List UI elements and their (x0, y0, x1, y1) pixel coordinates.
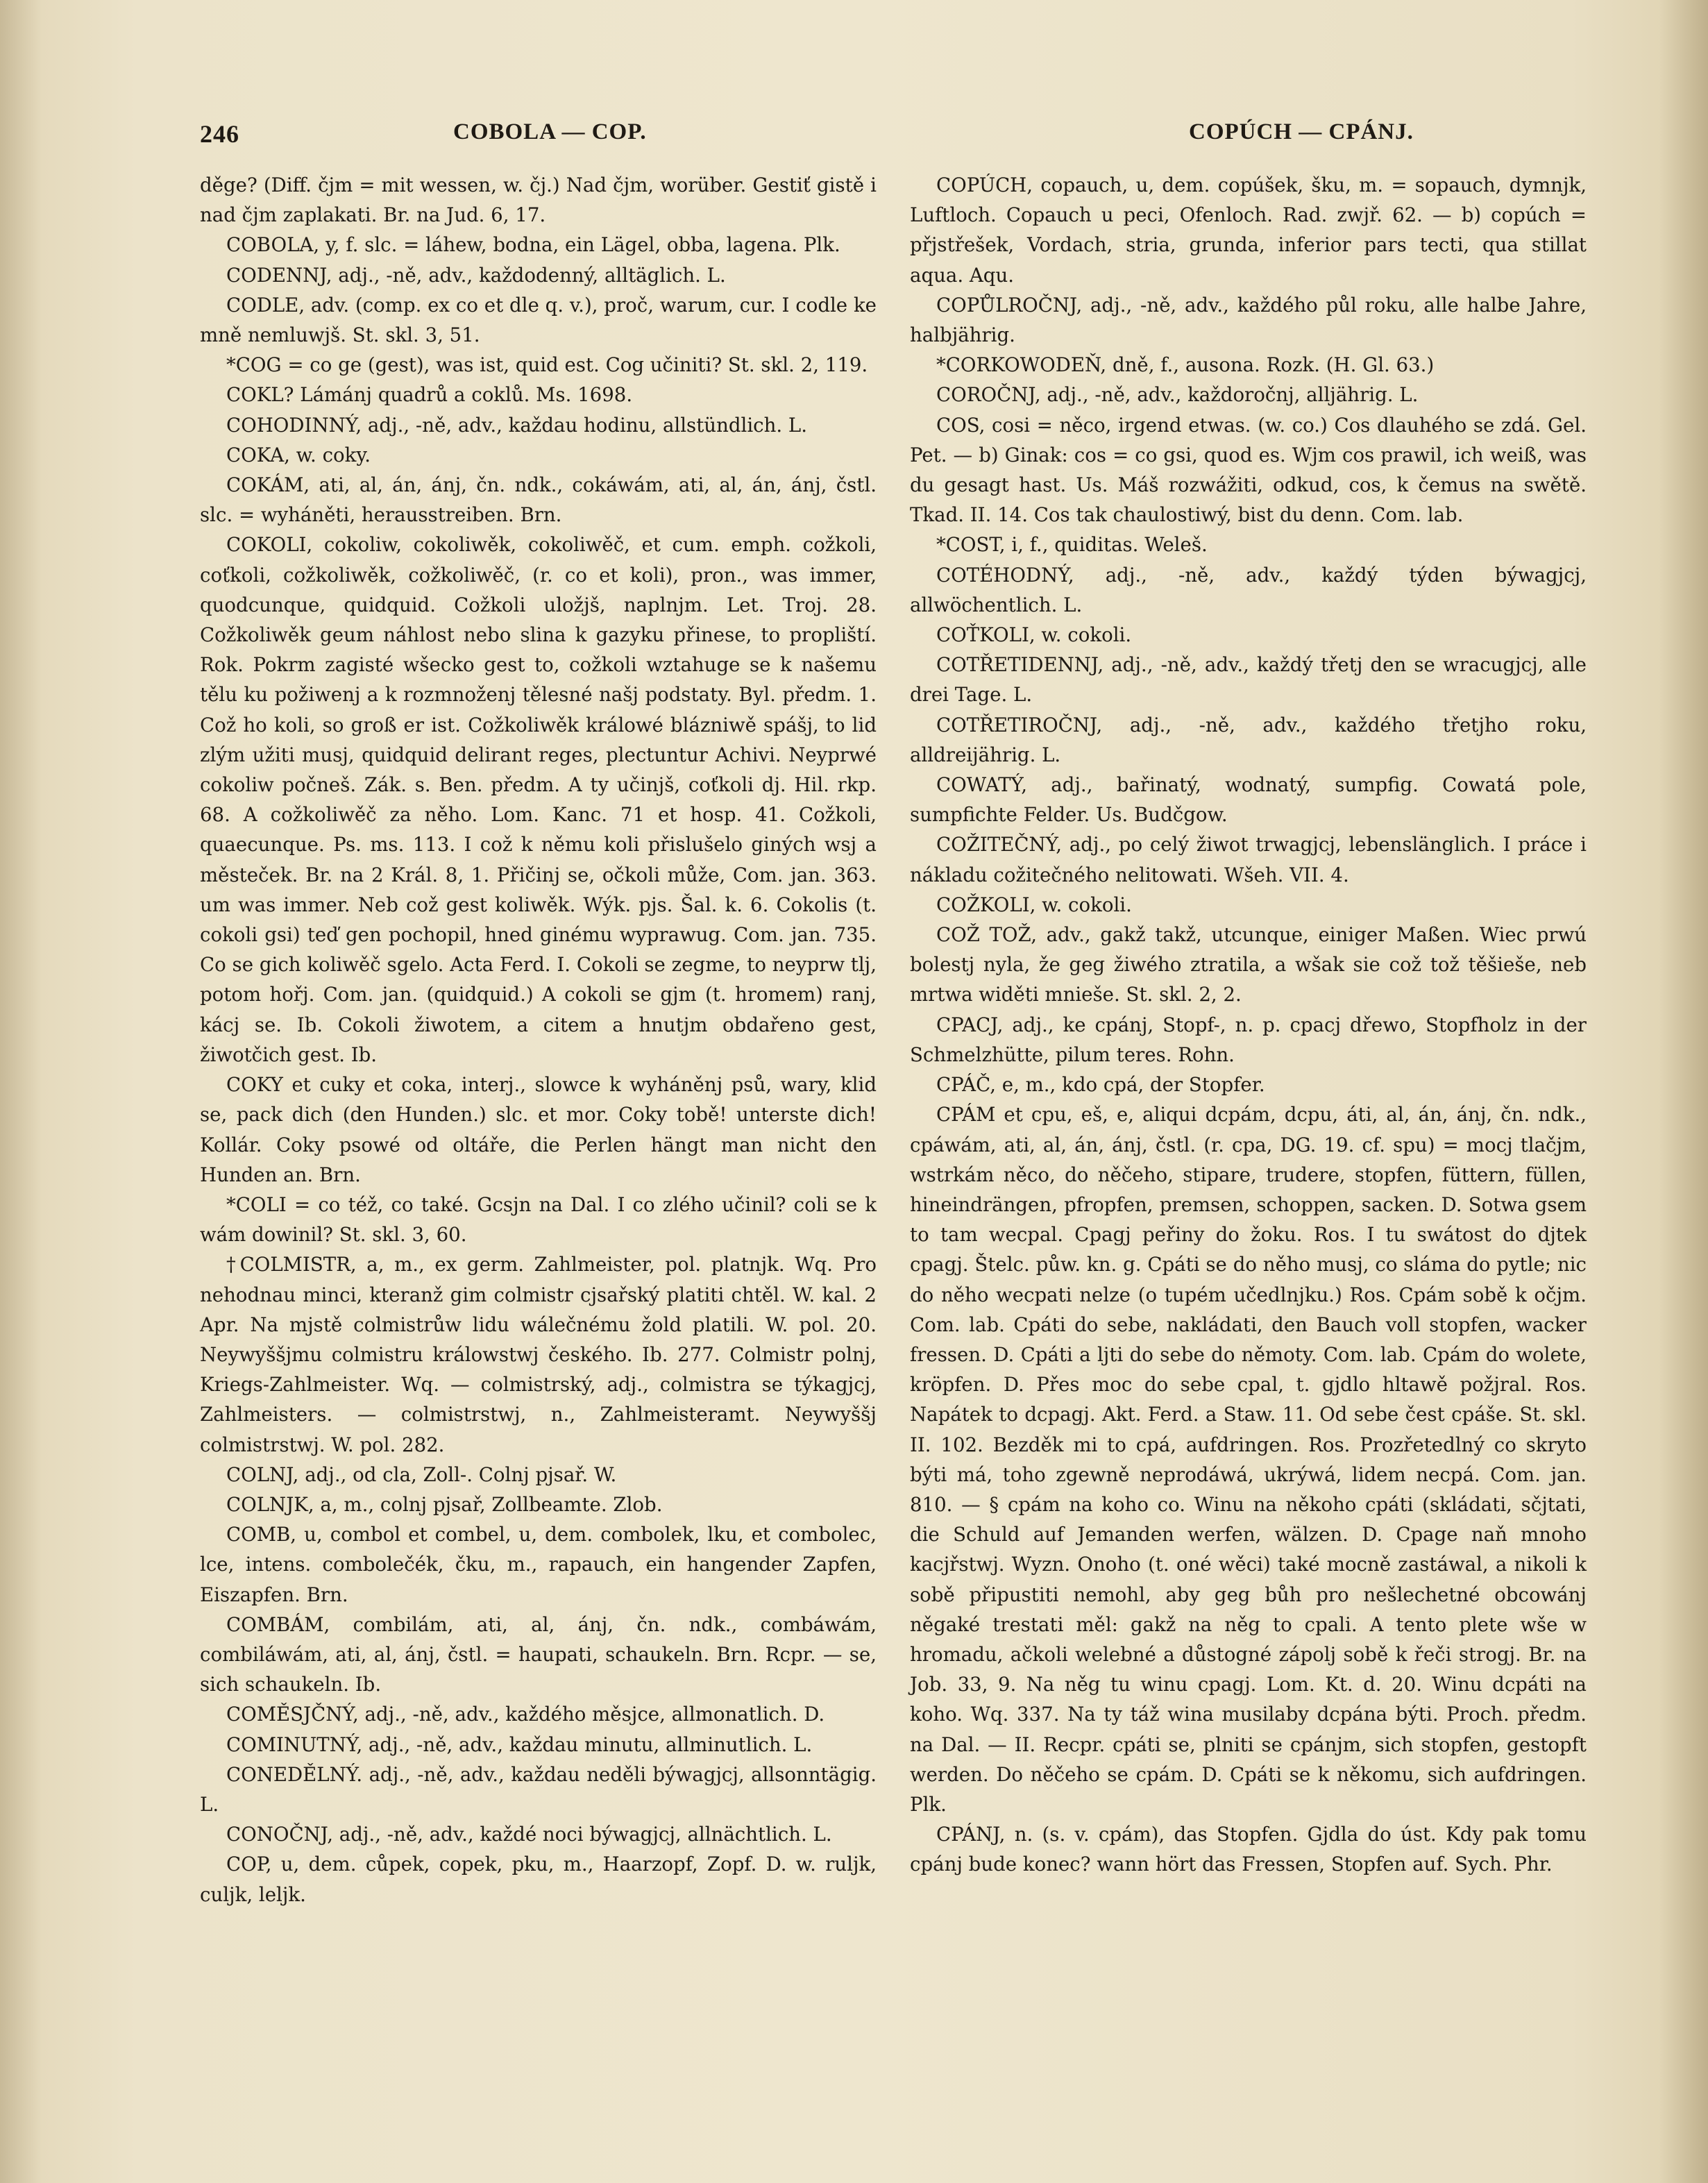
dictionary-entry: děge? (Diff. čjm = mit wessen, w. čj.) Nad čjm, worüber. Gestiť gistě i nad čjm zaplakati. Br. na Jud. 6, 17. (200, 174, 877, 227)
dictionary-entry: CPÁNJ, n. (s. v. cpám), das Stopfen. Gjdla do úst. Kdy pak tomu cpánj bude konec? wann hört das Fressen, Stopfen auf. Sych. Phr. (910, 1823, 1587, 1876)
dictionary-entry: COKOLI, cokoliw, cokoliwěk, cokoliwěč, et cum. emph. cožkoli, coťkoli, cožkoliwěk, cožkoliwěč, (r. co et koli), pron., was immer, quodcunque, quidquid. Cožkoli uložjš, naplnjm. Let. Troj. 28. Cožkoliwěk geum náhlost nebo slina k gazyku přinese, to propliští. Rok. Pokrm zagisté wšecko gest to, cožkoli wztahuge se k našemu tělu ku požiwenj a k rozmnoženj tělesné našj podstaty. Byl. předm. 1. Což ho koli, so groß er ist. Cožkoliwěk králowé blázniwě spášj, to lid zlým užiti musj, quidquid delirant reges, plectuntur Achivi. Neyprwé cokoliw počneš. Zák. s. Ben. předm. A ty učinjš, coťkoli dj. Hil. rkp. 68. A cožkoliwěč za něho. Lom. Kanc. 71 et hosp. 41. Cožkoli, quaecunque. Ps. ms. 113. I což k němu koli přislušelo giných wsj a městeček. Br. na 2 Král. 8, 1. Přičinj se, očkoli může, Com. jan. 363. um was immer. Neb což gest koliwěk. Wýk. pjs. Šal. k. 6. Cokolis (t. cokoli gsi) teď gen pochopil, hned ginému wyprawug. Com. jan. 735. Co se gich koliwěč sgelo. Acta Ferd. I. Cokoli se zegme, to neyprw tlj, potom hořj. Com. jan. (quidquid.) A cokoli se gjm (t. hromem) ranj, kácj se. Ib. Cokoli žiwotem, a citem a hnutjm obdařeno gest, žiwotčich gest. Ib. (200, 533, 877, 1066)
dictionary-entry: COWATÝ, adj., bařinatý, wodnatý, sumpfig. Cowatá pole, sumpfichte Felder. Us. Budčgow. (910, 773, 1587, 827)
dictionary-entry: COTÉHODNÝ, adj., -ně, adv., každý týden býwagjcj, allwöchentlich. L. (910, 563, 1587, 616)
dictionary-entry: COBOLA, y, f. slc. = láhew, bodna, ein Lägel, obba, lagena. Plk. (226, 233, 840, 257)
dictionary-entry: *CORKOWODEŇ, dně, f., ausona. Rozk. (H. Gl. 63.) (936, 353, 1435, 377)
dictionary-entry: COMĚSJČNÝ, adj., -ně, adv., každého měsjce, allmonatlich. D. (226, 1703, 825, 1726)
dictionary-entry: COPŮLROČNJ, adj., -ně, adv., každého půl roku, alle halbe Jahre, halbjährig. (910, 293, 1587, 347)
dictionary-entry: CODENNJ, adj., -ně, adv., každodenný, alltäglich. L. (226, 263, 726, 287)
dictionary-entry: †COLMISTR, a, m., ex germ. Zahlmeister, pol. platnjk. Wq. Pro nehodnau minci, kteranž gim colmistr cjsařský platiti chtěl. W. kal. 2 Apr. Na mjstě colmistrůw lidu wálečnému žold platili. W. pol. 20. Neywyššjmu colmistru králowstwj českého. Ib. 277. Colmistr polnj, Kriegs-Zahlmeister. Wq. — colmistrský, adj., colmistra se týkagjcj, Zahlmeisters. — colmistrstwj, n., Zahlmeisteramt. Neywyššj colmistrstwj. W. pol. 282. (200, 1253, 877, 1456)
dictionary-entry: COP, u, dem. cůpek, copek, pku, m., Haarzopf, Zopf. D. w. ruljk, culjk, leljk. (200, 1853, 877, 1906)
dictionary-entry: COLNJK, a, m., colnj pjsař, Zollbeamte. Zlob. (226, 1492, 663, 1516)
dictionary-entry: COŽKOLI, w. cokoli. (936, 893, 1132, 916)
right-column (910, 170, 1587, 2148)
dictionary-entry: COKA, w. coky. (226, 443, 371, 466)
dictionary-entry: CPACJ, adj., ke cpánj, Stopf-, n. p. cpacj dřewo, Stopfholz in der Schmelzhütte, pilum teres. Rohn. (910, 1013, 1587, 1066)
dictionary-entry: COKÁM, ati, al, án, ánj, čn. ndk., cokáwám, ati, al, án, ánj, čstl. slc. = wyháněti, herausstreiben. Brn. (200, 473, 877, 527)
dictionary-entry: COPÚCH, copauch, u, dem. copúšek, šku, m. = sopauch, dymnjk, Luftloch. Copauch u peci, Ofenloch. Rad. zwjř. 62. — b) copúch = přjstřešek, Vordach, stria, grunda, inferior pars tecti, qua stillat aqua. Aqu. (910, 174, 1587, 287)
dictionary-entry: *COG = co ge (gest), was ist, quid est. Cog učiniti? St. skl. 2, 119. (226, 353, 868, 377)
dictionary-entry: CONEDĚLNÝ. adj., -ně, adv., každau neděli býwagjcj, allsonntägig. L. (200, 1762, 877, 1816)
dictionary-entry: COTŘETIDENNJ, adj., -ně, adv., každý třetj den se wracugjcj, alle drei Tage. L. (910, 653, 1587, 707)
dictionary-entry: COMBÁM, combilám, ati, al, ánj, čn. ndk., combáwám, combiláwám, ati, al, ánj, čstl. = haupati, schaukeln. Brn. Rcpr. — se, sich schaukeln. Ib. (200, 1612, 877, 1696)
dictionary-entry: COKL? Lámánj quadrů a coklů. Ms. 1698. (226, 383, 633, 407)
dictionary-entry: COLNJ, adj., od cla, Zoll-. Colnj pjsař. W. (226, 1463, 617, 1486)
dictionary-entry: COHODINNÝ, adj., -ně, adv., každau hodinu, allstündlich. L. (226, 413, 808, 437)
running-head (200, 119, 1576, 154)
dictionary-entry: COTŘETIROČNJ, adj., -ně, adv., každého třetjho roku, alldreijährig. L. (910, 713, 1587, 766)
text-columns (200, 170, 1587, 2148)
dictionary-entry: COŽ TOŽ, adv., gakž takž, utcunque, einiger Maßen. Wiec prwú bolestj nyla, že geg žiwého ztratila, a wšak sie což tož těšieše, neb mrtwa widěti mnieše. St. skl. 2, 2. (910, 923, 1587, 1006)
page-edge-shadow-right (1659, 0, 1708, 2183)
dictionary-entry: COŤKOLI, w. cokoli. (936, 623, 1132, 647)
dictionary-entry: COKY et cuky et coka, interj., slowce k wyháněnj psů, wary, klid se, pack dich (den Hunden.) slc. et mor. Coky tobě! unterste dich! Kollár. Coky psowé od oltáře, die Perlen hängt man nicht den Hunden an. Brn. (200, 1073, 877, 1186)
dictionary-entry: COŽITEČNÝ, adj., po celý žiwot trwagjcj, lebenslänglich. I práce i nákladu cožitečného nelitowati. Wšeh. VII. 4. (910, 833, 1587, 886)
dictionary-entry: *COST, i, f., quiditas. Weleš. (936, 533, 1208, 557)
dictionary-entry: CPÁM et cpu, eš, e, aliqui dcpám, dcpu, áti, al, án, ánj, čn. ndk., cpáwám, ati, al, án, ánj, čstl. (r. cpa, DG. 19. cf. spu) = mocj tlačjm, wstrkám něco, do něčeho, stipare, trudere, stopfen, füttern, füllen, hineindrängen, pfropfen, premsen, schoppen, sacken. D. Sotwa gsem to tam wecpal. Cpagj peřiny do žoku. Ros. I tu swátost do djtek cpagj. Štelc. půw. kn. g. Cpáti se do něho musj, co sláma do pytle; nic do něho wecpati nelze (o tupém učedlnjku.) Ros. Cpám sobě k očjm. Com. lab. Cpáti do sebe, nakládati, den Bauch voll stopfen, wacker fressen. D. Cpáti a ljti do sebe do němoty. Com. lab. Cpám do wolete, kröpfen. D. Přes moc do sebe cpal, t. gjdlo hltawě požjral. Ros. Napátek to dcpagj. Akt. Ferd. a Staw. 11. Od sebe čest cpáše. St. skl. II. 102. Bezděk mi to cpá, aufdringen. Ros. Prozřetedlný co skryto býti má, toho zgewně neprodáwá, ukrýwá, lidem necpá. Com. jan. 810. — § cpám na koho co. Winu na někoho cpáti (skládati, sčjtati, die Schuld auf Jemanden werfen, wälzen. D. Cpage naň mnoho kacjřstwj. Wyzn. Onoho (t. oné wěci) také mocně zastáwal, a nikoli k sobě připustiti nemohl, aby geg bůh pro nešlechetné obcowánj něgaké trestati měl: gakž na něg to cpali. A tento plete wše w hromadu, ačkoli welebné a důstogné zápolj sobě k řeči strogj. Br. na Job. 33, 9. Na něg tu winu cpagj. Lom. Kt. d. 20. Winu dcpáti na koho. Wq. 337. Na ty táž wina musilaby dcpána býti. Proch. předm. na Dal. — II. Recpr. cpáti se, plniti se cpánjm, sich stopfen, gestopft werden. Do něčeho se cpám. D. Cpáti se k někomu, sich aufdringen. Plk. (910, 1103, 1587, 1816)
left-column-guide-words: COBOLA — COP. (453, 119, 647, 144)
left-column (200, 170, 877, 2148)
dictionary-entry: *COLI = co též, co také. Gcsjn na Dal. I co zlého učinil? coli se k wám dowinil? St. skl. 3, 60. (200, 1192, 877, 1247)
dictionary-entry: CPÁČ, e, m., kdo cpá, der Stopfer. (936, 1073, 1265, 1097)
dictionary-entry: COROČNJ, adj., -ně, adv., každoročnj, alljährig. L. (936, 383, 1419, 407)
dictionary-entry: COMINUTNÝ, adj., -ně, adv., každau minutu, allminutlich. L. (226, 1733, 813, 1756)
dictionary-entry: CONOČNJ, adj., -ně, adv., každé noci býwagjcj, allnächtlich. L. (226, 1823, 832, 1846)
right-column-guide-words: COPÚCH — CPÁNJ. (1189, 119, 1414, 144)
dictionary-entry: CODLE, adv. (comp. ex co et dle q. v.), proč, warum, cur. I codle ke mně nemluwjš. St. skl. 3, 51. (200, 293, 877, 347)
dictionary-entry: COMB, u, combol et combel, u, dem. combolek, lku, et combolec, lce, intens. combolečék, čku, m., rapauch, ein hangender Zapfen, Eiszapfen. Brn. (200, 1523, 877, 1606)
dictionary-entry: COS, cosi = něco, irgend etwas. (w. co.) Cos dlauhého se zdá. Gel. Pet. — b) Ginak: cos = co gsi, quod es. Wjm cos prawil, ich weiß, was du gesagt hast. Us. Máš rozwážiti, odkud, cos, k čemus na swětě. Tkad. II. 14. Cos tak chaulostiwý, bist du denn. Com. lab. (910, 413, 1587, 527)
page-edge-shadow-left (0, 0, 42, 2183)
page-number: 246 (200, 120, 239, 148)
